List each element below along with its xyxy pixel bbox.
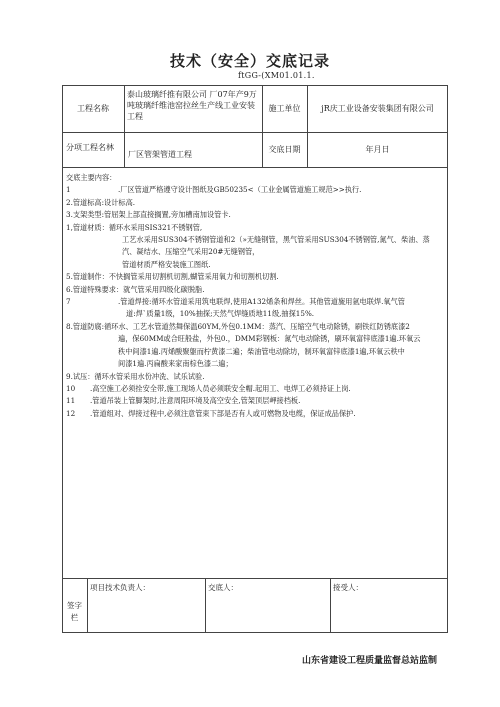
signature-row-label (62, 600, 87, 624)
content-line-text: 2.管道标高:设计标高. (66, 197, 136, 207)
date-label: 交底日期 (268, 145, 301, 154)
content-line-number: 12 (66, 408, 76, 418)
sub-project-label: 分项工程名林 (66, 143, 114, 152)
content-line-text: 工艺水采用SUS304不锈钢管道和2（»无缝钢管，黑气管采用SUS304不锈钢管,氮气、柴油、蒸 (122, 235, 430, 245)
table-divider (330, 578, 331, 633)
content-line (66, 358, 444, 370)
content-heading: 交底主要内容： (66, 173, 117, 182)
construction-unit-label: 施工单位 (268, 104, 301, 113)
content-line (66, 408, 444, 420)
content-line-number: 7 (66, 297, 71, 307)
content-line-text: .管道吊装上管脚架时,注意周阳环境及高空安全,管架顶层岬接档板. (90, 396, 301, 406)
content-line (66, 209, 444, 221)
presenter-signature-field[interactable]: 交底人： (208, 583, 238, 592)
content-line (66, 346, 444, 358)
content-line-text: .管道焊接:循环水管道采用筑电联焊,使用A132烯条和焊丝。其他管道旒用氩电联焊.氧气管 (118, 297, 405, 307)
project-name-value: 泰山玻璃纤推有限公司 厂07年产9万吨玻璃纤维池窑拉丝生产线工业安装工程 (127, 90, 257, 121)
content-line (66, 395, 444, 407)
content-line-text: .管道组对、焊接过程中,必须注意管束下部是否有人或可燃物及电缆，保证成品保护. (90, 408, 356, 418)
construction-unit-value: jR庆工业设备安装集团有限公司 (321, 104, 434, 113)
content-line (66, 321, 444, 333)
content-line-text: 5.管道制作：不快搁管采用切割机切割,蝴管采用氧力和切割机切割. (66, 272, 279, 282)
date-value: 年月日 (365, 145, 390, 154)
content-line-text: 1,管道材质：循环水采用SIS321不锈钢管, (66, 222, 203, 232)
content-line (66, 222, 444, 234)
content-line-text: 管道材质严格安装施工图纸. (122, 259, 211, 269)
project-name-label: 工程名称 (77, 104, 109, 113)
content-line (66, 197, 444, 209)
content-line-text: .高空施工必须拴安全带,施工现场人员必须联安全帽.起用工、电焊工必须持证上岗. (90, 383, 351, 393)
content-line (66, 271, 444, 283)
content-line-text: .厂区管道严格遵守设计图纸及GB50235<（工业金属管道施工规范>>执行. (118, 185, 362, 195)
content-line-text: 3.支架类型:管屈架上部直接搁置,旁加槽南加设管卡. (66, 210, 231, 220)
content-line (66, 308, 444, 320)
content-line (66, 284, 444, 296)
content-line (66, 184, 444, 196)
content-line-number: 11 (66, 396, 76, 406)
table-divider (124, 85, 125, 167)
content-line (66, 333, 444, 345)
table-divider (87, 578, 88, 633)
content-line (66, 246, 444, 258)
tech-lead-signature-field[interactable]: 项目技术负责人： (90, 583, 150, 592)
content-line-number: 1 (66, 185, 71, 195)
content-line (66, 296, 444, 308)
content-line-text: 秩中间漆1遍.丙烯酸聚躯而柠黄漆二遍；柴油管电动除坊，制环氧富锌底漆1遍,环氧云秩中 (118, 346, 405, 356)
document-title: 技术（安全）交底记录 (169, 52, 330, 70)
content-line-text: 间漆1遍.丙扁酸来家南棕色漆二遍； (118, 359, 233, 369)
receiver-signature-field[interactable]: 接受人： (333, 583, 363, 592)
content-line-text: 8.管道防腐:循环水、工艺水管道然舞保温60YM,外包0.1MM：蒸汽、压缩空气电动除锈，刷铁红防锈底漆2 (66, 321, 410, 331)
briefing-content (66, 172, 444, 420)
content-line (66, 259, 444, 271)
content-line-number: 10 (66, 383, 76, 393)
content-line-text: 6.管道特殊要求：就气管采用四级化碳脱脂. (66, 284, 205, 294)
content-line-text: 9.试压：循环水管采用水份冲洗、试乐试验. (66, 371, 205, 381)
sub-project-value: 厂区管架管道工程 (128, 150, 192, 159)
content-line (66, 371, 444, 383)
document-number: ftGG-(XM01.01.1. (238, 71, 315, 80)
table-divider (205, 578, 206, 633)
signature-row-label-text: 签字栏 (67, 601, 82, 622)
table-divider (62, 167, 448, 168)
content-line (66, 383, 444, 395)
content-line (66, 234, 444, 246)
content-line-text: 汽、凝结水、压缩空气采用20#无缝钢管， (122, 247, 260, 257)
content-line-text: 遍，保60MM或合旺般盐，外包0.，DMM彩钢板：氮气电动除锈，刷环氧富锌底漆1遍.环氧云 (118, 334, 421, 344)
issuer-footer: 山东省建设工程质量监督总站监制 (302, 656, 438, 666)
table-divider (62, 578, 448, 579)
content-line-text: 道:焊`质量1级，10%抽探;天然气焊缝质地11级,抽探15%. (126, 309, 315, 319)
